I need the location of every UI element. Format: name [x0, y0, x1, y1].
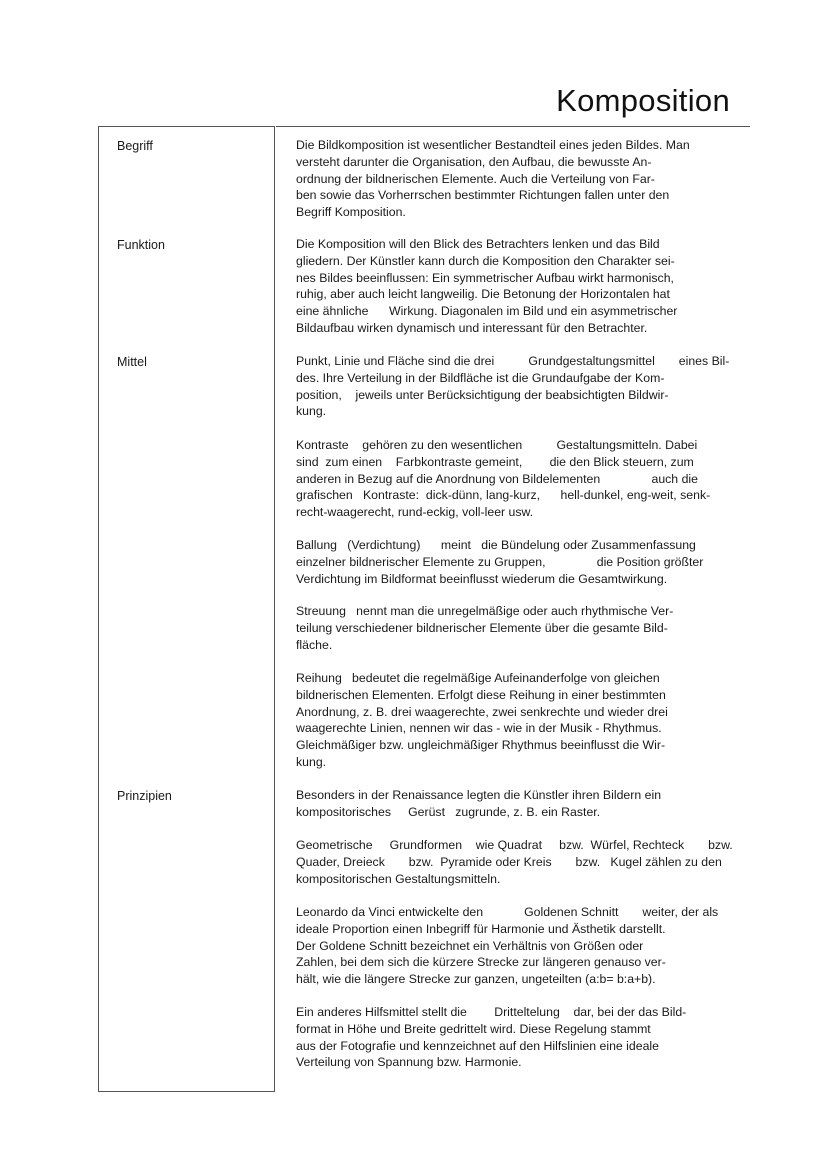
text-line: Kontraste gehören zu den wesentlichen Gestaltungsmitteln. Dabei: [296, 438, 698, 452]
paragraph-grundformen: [296, 837, 751, 887]
title-rule: [276, 126, 750, 127]
text-line: teilung verschiedener bildnerischer Elemente über die gesamte Bild-: [296, 620, 668, 635]
text-line: ideale Proportion einen Inbegriff für Harmonie und Ästhetik darstellt.: [296, 921, 666, 936]
label-prinzipien: Prinzipien: [117, 789, 172, 803]
paragraph-kontraste: [296, 437, 711, 521]
text-line: hält, wie die längere Strecke zur ganzen, ungeteilten (a:b= b:a+b).: [296, 972, 656, 987]
text-line: Anordnung, z. B. drei waagerechte, zwei senkrechte und wieder drei: [296, 704, 668, 719]
text-line: position, jeweils unter Berücksichtigung der beabsichtigten Bildwir-: [296, 387, 669, 402]
text-line: Ballung (Verdichtung) meint die Bündelung oder Zusammenfassung: [296, 538, 696, 552]
text-line: ben sowie das Vorherrschen bestimmter Richtungen fallen unter den: [296, 188, 670, 203]
text-line: des. Ihre Verteilung in der Bildfläche ist die Grundaufgabe der Kom-: [296, 370, 665, 385]
label-begriff: Begriff: [117, 139, 153, 153]
text-line: Bildaufbau wirken dynamisch und interessant für den Betrachter.: [296, 320, 648, 335]
text-line: versteht darunter die Organisation, den Aufbau, die bewusste An-: [296, 154, 652, 169]
text-line: format in Höhe und Breite gedrittelt wird. Diese Regelung stammt: [296, 1021, 651, 1036]
paragraph-reihung: [296, 670, 691, 771]
page-title: Komposition: [556, 83, 730, 118]
paragraph-ballung: [296, 537, 704, 587]
text-line: Reihung bedeutet die regelmäßige Aufeinanderfolge von gleichen: [296, 671, 660, 685]
text-line: aus der Fotografie und kennzeichnet auf den Hilfslinien eine ideale: [296, 1038, 659, 1053]
text-line: Die Bildkomposition ist wesentlicher Bestandteil eines jeden Bildes. Man: [296, 138, 690, 152]
text-line: Der Goldene Schnitt bezeichnet ein Verhältnis von Größen oder: [296, 938, 644, 953]
text-line: fläche.: [296, 637, 333, 652]
text-line: Ein anderes Hilfsmittel stellt die Dritteltelung dar, bei der das Bild-: [296, 1005, 687, 1019]
text-line: gliedern. Der Künstler kann durch die Komposition den Charakter sei-: [296, 253, 675, 268]
paragraph-renaissance: [296, 787, 691, 821]
text-line: Punkt, Linie und Fläche sind die drei Grundgestaltungsmittel eines Bil-: [296, 354, 730, 368]
text-line: bildnerischen Elementen. Erfolgt diese Reihung in einer bestimmten: [296, 687, 666, 702]
label-column-frame: [98, 126, 275, 1092]
text-line: Die Komposition will den Blick des Betrachters lenken und das Bild: [296, 237, 660, 251]
text-line: kompositorischen Gestaltungsmitteln.: [296, 871, 501, 886]
text-line: grafischen Kontraste: dick-dünn, lang-kurz, hell-dunkel, eng-weit, senk-: [296, 488, 711, 503]
text-line: Streuung nennt man die unregelmäßige oder auch rhythmische Ver-: [296, 604, 674, 618]
paragraph-funktion: [296, 236, 691, 337]
text-line: ruhig, aber auch leicht langweilig. Die Betonung der Horizontalen hat: [296, 287, 670, 302]
text-line: recht-waagerecht, rund-eckig, voll-leer usw.: [296, 505, 534, 520]
paragraph-drittelteilung: [296, 1004, 691, 1071]
paragraph-grundgestaltungsmittel: [296, 353, 730, 420]
label-mittel: Mittel: [117, 355, 147, 369]
text-line: Gleichmäßiger bzw. ungleichmäßiger Rhythmus beeinflusst die Wir-: [296, 738, 666, 753]
text-line: Verteilung von Spannung bzw. Harmonie.: [296, 1055, 522, 1070]
text-line: Begriff Komposition.: [296, 205, 406, 220]
text-line: Besonders in der Renaissance legten die Künstler ihren Bildern ein: [296, 788, 662, 802]
label-funktion: Funktion: [117, 238, 165, 252]
paragraph-begriff: [296, 137, 691, 221]
text-line: einzelner bildnerischer Elemente zu Gruppen, die Position größter: [296, 554, 704, 569]
text-line: Zahlen, bei dem sich die kürzere Strecke zur längeren genauso ver-: [296, 955, 666, 970]
text-line: kung.: [296, 404, 327, 419]
text-line: waagerechte Linien, nennen wir das - wie in der Musik - Rhythmus.: [296, 721, 662, 736]
text-line: Geometrische Grundformen wie Quadrat bzw. Würfel, Rechteck bzw.: [296, 838, 733, 852]
text-line: nes Bildes beeinflussen: Ein symmetrischer Aufbau wirkt harmonisch,: [296, 270, 674, 285]
paragraph-goldener-schnitt: [296, 904, 751, 988]
text-line: Verdichtung im Bildformat beeinflusst wiederum die Gesamtwirkung.: [296, 571, 668, 586]
text-line: ordnung der bildnerischen Elemente. Auch die Verteilung von Far-: [296, 171, 655, 186]
text-line: kompositorisches Gerüst zugrunde, z. B. ein Raster.: [296, 804, 601, 819]
text-line: kung.: [296, 754, 327, 769]
text-line: Leonardo da Vinci entwickelte den Goldenen Schnitt weiter, der als: [296, 905, 719, 919]
text-line: anderen in Bezug auf die Anordnung von Bildelementen auch die: [296, 471, 698, 486]
paragraph-streuung: [296, 603, 691, 653]
text-line: eine ähnliche Wirkung. Diagonalen im Bild und ein asymmetrischer: [296, 304, 678, 319]
text-line: Quader, Dreieck bzw. Pyramide oder Kreis bzw. Kugel zählen zu den: [296, 854, 722, 869]
text-line: sind zum einen Farbkontraste gemeint, die den Blick steuern, zum: [296, 454, 694, 469]
